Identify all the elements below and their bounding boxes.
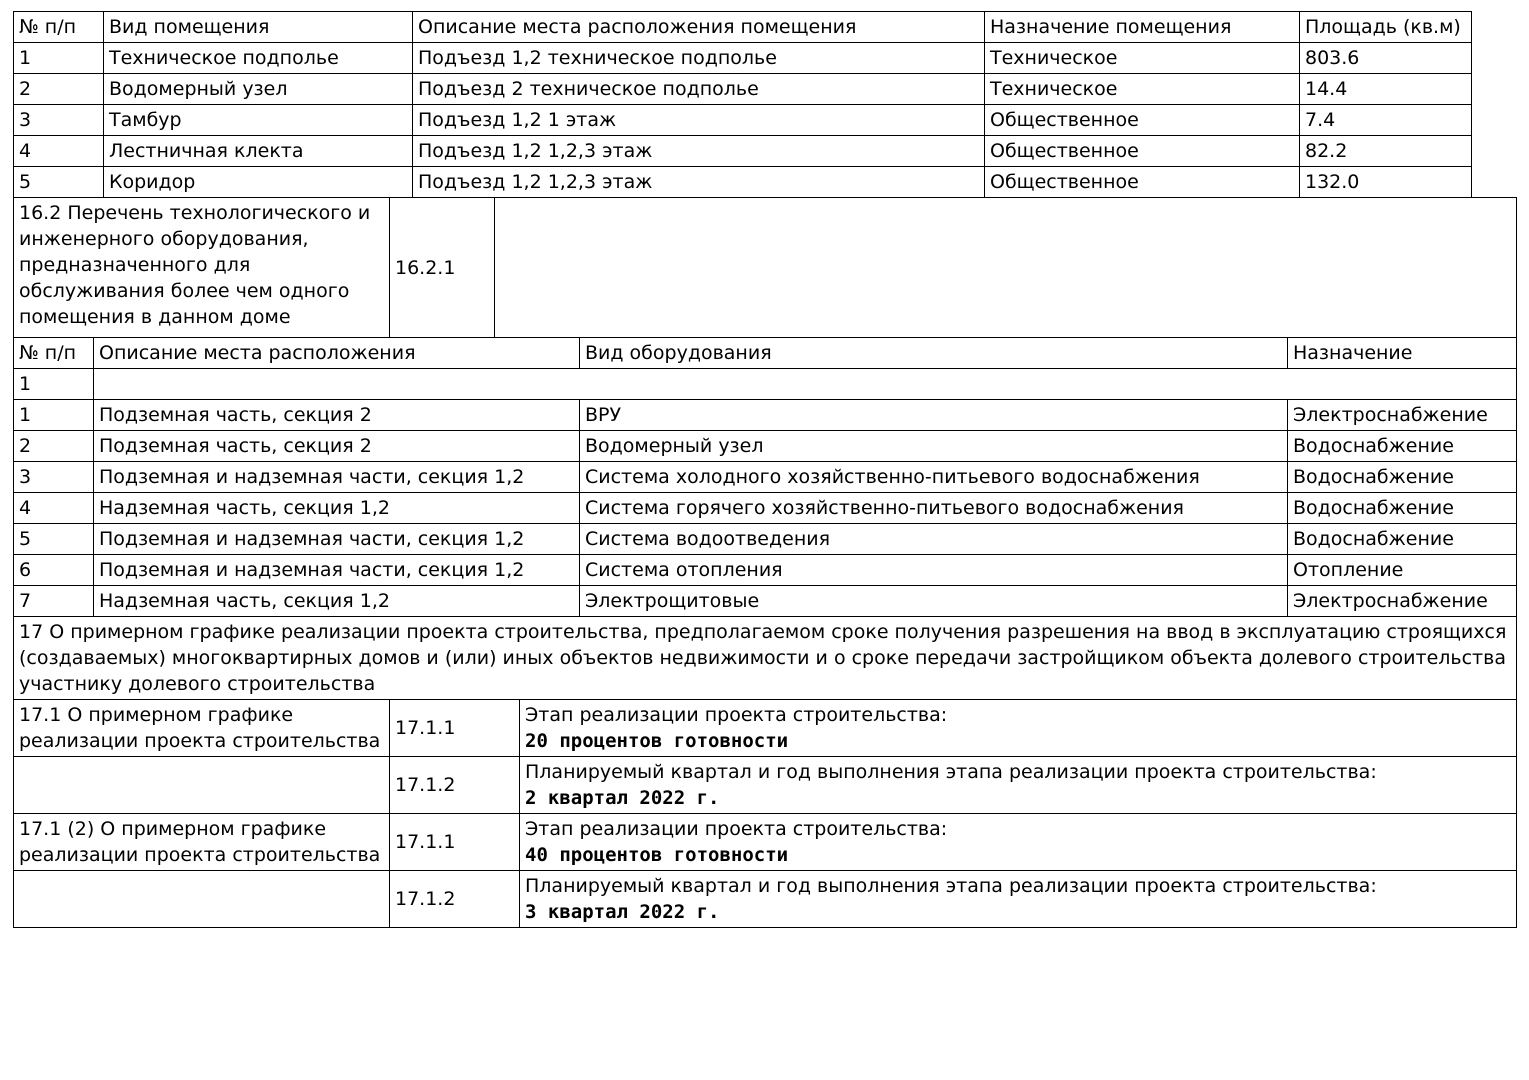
table-row (14, 105, 1472, 136)
schedule-content-cell (520, 814, 1517, 871)
section-17-heading-row (14, 617, 1517, 700)
equipment-num: 7 (14, 586, 94, 617)
equipment-header-row (14, 338, 1517, 369)
premises-location: Подъезд 1,2 1,2,3 этаж (413, 167, 985, 198)
equipment-purpose: Электроснабжение (1288, 586, 1517, 617)
schedule-content-cell (520, 871, 1517, 928)
table-row (14, 524, 1517, 555)
schedule-value: 3 квартал 2022 г. (525, 901, 720, 923)
equipment-kind: Водомерный узел (580, 431, 1288, 462)
equipment-prefix-num: 1 (14, 369, 94, 400)
equipment-num: 3 (14, 462, 94, 493)
table-row (14, 462, 1517, 493)
schedule-value: 2 квартал 2022 г. (525, 787, 720, 809)
premises-num: 5 (14, 167, 104, 198)
section-16-2-empty-cell (495, 198, 1517, 338)
premises-num: 1 (14, 43, 104, 74)
schedule-label (14, 757, 390, 814)
schedule-label (14, 871, 390, 928)
column-header-location: Описание места расположения (94, 338, 580, 369)
premises-num: 2 (14, 74, 104, 105)
equipment-kind: Система горячего хозяйственно-питьевого водоснабжения (580, 493, 1288, 524)
schedule-caption: Этап реализации проекта строительства: (525, 818, 948, 840)
equipment-purpose: Водоснабжение (1288, 431, 1517, 462)
column-header-location: Описание места расположения помещения (413, 12, 985, 43)
equipment-kind: Электрощитовые (580, 586, 1288, 617)
schedule-label: 17.1 О примерном графике реализации проекта строительства (14, 700, 390, 757)
column-header-purpose: Назначение помещения (985, 12, 1300, 43)
schedule-label: 17.1 (2) О примерном графике реализации проекта строительства (14, 814, 390, 871)
equipment-location: Подземная и надземная части, секция 1,2 (94, 555, 580, 586)
table-row (14, 586, 1517, 617)
premises-purpose: Техническое (985, 74, 1300, 105)
column-header-area: Площадь (кв.м) (1300, 12, 1472, 43)
premises-num: 3 (14, 105, 104, 136)
equipment-location: Надземная часть, секция 1,2 (94, 493, 580, 524)
premises-num: 4 (14, 136, 104, 167)
schedule-caption: Планируемый квартал и год выполнения этапа реализации проекта строительства: (525, 875, 1377, 897)
equipment-purpose: Отопление (1288, 555, 1517, 586)
equipment-location: Подземная часть, секция 2 (94, 400, 580, 431)
column-header-equipment: Вид оборудования (580, 338, 1288, 369)
equipment-prefix-empty-cell (94, 369, 1517, 400)
section-16-2-row (14, 198, 1517, 338)
premises-table (13, 11, 1472, 198)
equipment-purpose: Электроснабжение (1288, 400, 1517, 431)
premises-area: 14.4 (1300, 74, 1472, 105)
equipment-num: 4 (14, 493, 94, 524)
table-row (14, 74, 1472, 105)
section-16-2-label: 16.2 Перечень технологического и инженерного оборудования, предназначенного для обслуживания более чем одного помещения в данном доме (14, 198, 390, 338)
equipment-location: Подземная и надземная части, секция 1,2 (94, 462, 580, 493)
schedule-value: 40 процентов готовности (525, 844, 789, 866)
schedule-caption: Планируемый квартал и год выполнения этапа реализации проекта строительства: (525, 761, 1377, 783)
schedule-code: 17.1.2 (390, 871, 520, 928)
schedule-row (14, 871, 1517, 928)
equipment-prefix-row (14, 369, 1517, 400)
premises-type: Техническое подполье (104, 43, 413, 74)
schedule-row (14, 757, 1517, 814)
premises-purpose: Общественное (985, 167, 1300, 198)
equipment-table (13, 337, 1517, 617)
premises-location: Подъезд 1,2 1 этаж (413, 105, 985, 136)
schedule-code: 17.1.1 (390, 814, 520, 871)
equipment-kind: ВРУ (580, 400, 1288, 431)
equipment-location: Подземная часть, секция 2 (94, 431, 580, 462)
section-17-heading-block (13, 616, 1517, 700)
column-header-purpose: Назначение (1288, 338, 1517, 369)
premises-area: 7.4 (1300, 105, 1472, 136)
column-header-type: Вид помещения (104, 12, 413, 43)
schedule-value: 20 процентов готовности (525, 730, 789, 752)
table-row (14, 555, 1517, 586)
premises-purpose: Техническое (985, 43, 1300, 74)
premises-area: 803.6 (1300, 43, 1472, 74)
section-16-2-code: 16.2.1 (390, 198, 495, 338)
equipment-kind: Система отопления (580, 555, 1288, 586)
premises-area: 82.2 (1300, 136, 1472, 167)
equipment-purpose: Водоснабжение (1288, 524, 1517, 555)
premises-type: Коридор (104, 167, 413, 198)
equipment-location: Надземная часть, секция 1,2 (94, 586, 580, 617)
premises-header-row (14, 12, 1472, 43)
premises-type: Тамбур (104, 105, 413, 136)
column-header-num: № п/п (14, 338, 94, 369)
premises-type: Водомерный узел (104, 74, 413, 105)
premises-location: Подъезд 2 техническое подполье (413, 74, 985, 105)
table-row (14, 43, 1472, 74)
premises-type: Лестничная клекта (104, 136, 413, 167)
table-row (14, 167, 1472, 198)
schedule-code: 17.1.1 (390, 700, 520, 757)
equipment-num: 5 (14, 524, 94, 555)
schedule-caption: Этап реализации проекта строительства: (525, 704, 948, 726)
equipment-num: 2 (14, 431, 94, 462)
premises-purpose: Общественное (985, 136, 1300, 167)
schedule-table (13, 699, 1517, 928)
equipment-num: 1 (14, 400, 94, 431)
schedule-row (14, 814, 1517, 871)
table-row (14, 400, 1517, 431)
equipment-kind: Система холодного хозяйственно-питьевого водоснабжения (580, 462, 1288, 493)
equipment-location: Подземная и надземная части, секция 1,2 (94, 524, 580, 555)
table-row (14, 493, 1517, 524)
schedule-content-cell (520, 700, 1517, 757)
column-header-num: № п/п (14, 12, 104, 43)
section-17-heading: 17 О примерном графике реализации проекта строительства, предполагаемом сроке получения разрешения на ввод в эксплуатацию строящихся (создаваемых) многоквартирных домов и (или) иных объектов недвижимости и о сроке передачи застройщиком объекта долевого строительства участнику долевого строительства (14, 617, 1517, 700)
equipment-num: 6 (14, 555, 94, 586)
section-16-2-block (13, 197, 1517, 338)
equipment-purpose: Водоснабжение (1288, 462, 1517, 493)
table-row (14, 431, 1517, 462)
premises-location: Подъезд 1,2 1,2,3 этаж (413, 136, 985, 167)
schedule-content-cell (520, 757, 1517, 814)
premises-area: 132.0 (1300, 167, 1472, 198)
schedule-row (14, 700, 1517, 757)
equipment-purpose: Водоснабжение (1288, 493, 1517, 524)
premises-purpose: Общественное (985, 105, 1300, 136)
premises-location: Подъезд 1,2 техническое подполье (413, 43, 985, 74)
schedule-code: 17.1.2 (390, 757, 520, 814)
table-row (14, 136, 1472, 167)
equipment-kind: Система водоотведения (580, 524, 1288, 555)
